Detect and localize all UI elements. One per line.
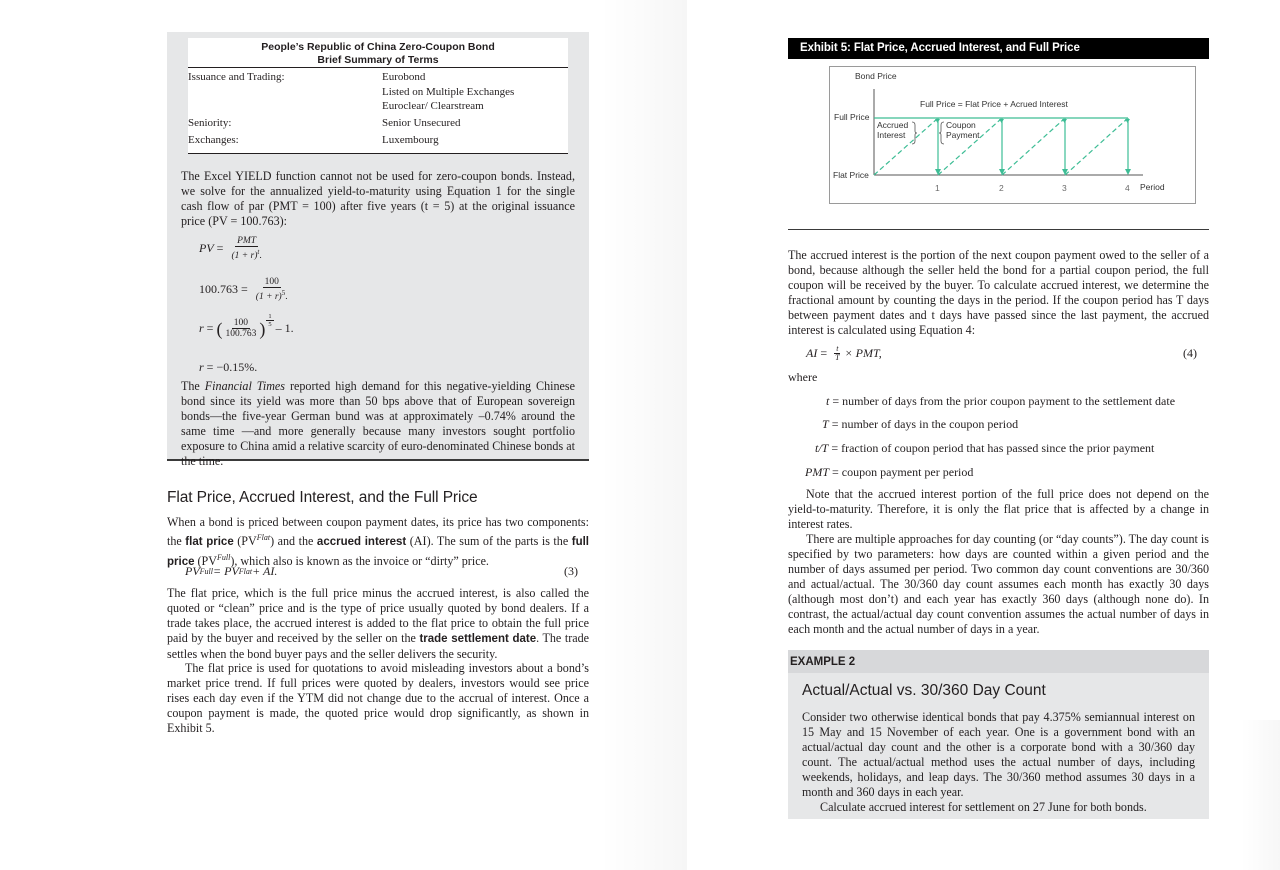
exhibit-title-bar: Exhibit 5: Flat Price, Accrued Interest, and Full Price: [788, 38, 1209, 59]
section-heading: Flat Price, Accrued Interest, and the Full Price: [167, 489, 478, 506]
example-title: Actual/Actual vs. 30/360 Day Count: [802, 682, 1046, 699]
definition-PMT: PMT = coupon payment per period: [805, 465, 974, 479]
equation-accrued-interest: AI = $\frac{t}{T}$ × PMT,: [806, 344, 882, 362]
equation-price: 100.763 = $\frac{100}{(1 + r)^5.}$: [199, 277, 288, 303]
accrued-interest-paragraph: The accrued interest is the portion of the next coupon payment owed to the seller of a bond, because although the seller held the bond for a partial coupon period, the full coupon will be received by the buyer. To calculate accrued interest, we determine the fractional amount by counting the days in the period. If the coupon period has T days between payment dates and t days have passed since the last payment, the accrued interest is calculated using Equation 4:: [788, 248, 1209, 337]
financial-times-paragraph: The Financial Times reported high demand for this negative-yielding Chinese bond since its yield was more than 50 bps above that of European sovereign bonds—the five-year German bund was at approximately –0.74% around the same time —and more generally because many investors sought portfolio exposure to China amid a relative scarcity of euro-denominated Chinese bonds at the time.: [181, 379, 576, 468]
period-tick-1: 1: [935, 183, 940, 193]
where-label: where: [788, 370, 818, 384]
quotation-paragraph: The flat price is used for quotations to avoid misleading investors about a bond’s market price trend. If full prices were quoted by dealers, investors would see price rises each day even if the YTM did not change due to the accrual of interest. Once a coupon payment is made, the quoted price would drop significantly, as shown in Exhibit 5.: [167, 661, 589, 735]
y-axis-label: Bond Price: [855, 71, 897, 81]
day-count-paragraph: There are multiple approaches for day counting (or “day counts”). The day count is specified by two parameters: how days are counted within a given period and the number of days assumed per period. Two common day count conventions are 30/360 and actual/actual. The 30/360 day count assumes each month has exactly 30 days (although most don’t) and each year has exactly 360 days (although none do). In contrast, the actual/actual day count convention assumes the actual number of days in each month and the actual number of days in a year.: [788, 532, 1209, 636]
terms-row: Issuance and Trading: Eurobond Listed on Multiple Exchanges Euroclear/ Clearstream: [188, 71, 515, 112]
equation-r: r = ( $\frac{100}{100.763}$ ) $\frac{1}{5}$ – 1.: [199, 313, 294, 339]
definition-t-over-T: t/T = fraction of coupon period that has passed since the prior payment: [815, 441, 1155, 455]
accrued-interest-label: Accrued Interest: [877, 120, 909, 140]
terms-table-title: People’s Republic of China Zero-Coupon Bond Brief Summary of Terms: [188, 38, 568, 68]
yield-paragraph: The Excel YIELD function cannot not be used for zero-coupon bonds. Instead, we solve for the annualized yield-to-maturity using Equation 1 for the single cash flow of par (PMT = 100) after five years (t = 5) at the original issuance price (PV = 100.763):: [181, 169, 575, 228]
terms-row: Exchanges: Luxembourg: [188, 134, 439, 146]
period-tick-2: 2: [999, 183, 1004, 193]
equation-full-price: PV Full = PV Flat + AI.: [185, 564, 278, 578]
definition-t: t = number of days from the prior coupon payment to the settlement date: [826, 394, 1176, 408]
table-bottom-rule: [188, 153, 568, 154]
equation-pv: PV = $\frac{\text{PMT}}{(1 + r)^t.}$: [199, 236, 262, 262]
terms-row: Seniority: Senior Unsecured: [188, 116, 461, 129]
full-price-label: Full Price: [834, 112, 870, 122]
example-question: Calculate accrued interest for settlement on 27 June for both bonds.: [820, 800, 1147, 814]
exhibit-diagram: [829, 66, 1196, 204]
period-tick-3: 3: [1062, 183, 1067, 193]
terms-table: [188, 38, 568, 154]
coupon-payment-label: Coupon Payment: [946, 120, 980, 140]
equation-number: (4): [1183, 346, 1197, 360]
exhibit-bottom-rule: [788, 229, 1209, 230]
page-edge-shadow: [1240, 720, 1280, 870]
flat-price-paragraph: The flat price, which is the full price minus the accrued interest, is also called the quoted or “clean” price and is the type of price usually quoted by bond dealers. If a trade takes place, the accrued interest is added to the flat price to obtain the full price paid by the buyer and received by the seller on the trade settlement date. The trade settles when the bond buyer pays and the seller delivers the security.: [167, 586, 590, 661]
example-header: EXAMPLE 2: [788, 650, 1209, 673]
formula-label: Full Price = Flat Price + Acrued Interest: [920, 99, 1068, 109]
note-paragraph: Note that the accrued interest portion of the full price does not depend on the yield-to-maturity. Therefore, it is only the flat price that is affected by a change in interest rates.: [788, 487, 1209, 531]
page-gutter-shadow: [600, 0, 687, 870]
equation-number: (3): [564, 564, 578, 578]
example-box: [788, 650, 1209, 819]
equation-r-result: r = −0.15%.: [199, 360, 258, 374]
intro-paragraph: When a bond is priced between coupon payment dates, its price has two components: the flat price $(PV^{Flat})$ and the accrued interest (AI). The sum of the parts is the full price $(PV^{Full})$, which also is known as the invoice or “dirty” price.: [167, 515, 589, 569]
period-tick-4: 4: [1125, 183, 1130, 193]
flat-price-label: Flat Price: [833, 170, 869, 180]
definition-T: T = number of days in the coupon period: [822, 417, 1019, 431]
x-axis-label: Period: [1140, 182, 1165, 192]
example-body: Consider two otherwise identical bonds that pay 4.375% semiannual interest on 15 May and 15 November of each year. One is a government bond with an actual/actual day count and the other is a corporate bond with a 30/360 day count. The actual/actual method uses the actual number of days, including weekends, holidays, and leap days. The 30/360 method assumes 30 days in a month and 360 days in each year. Calculate accrued interest for settlement on 27 June for both bonds.: [802, 710, 1195, 814]
